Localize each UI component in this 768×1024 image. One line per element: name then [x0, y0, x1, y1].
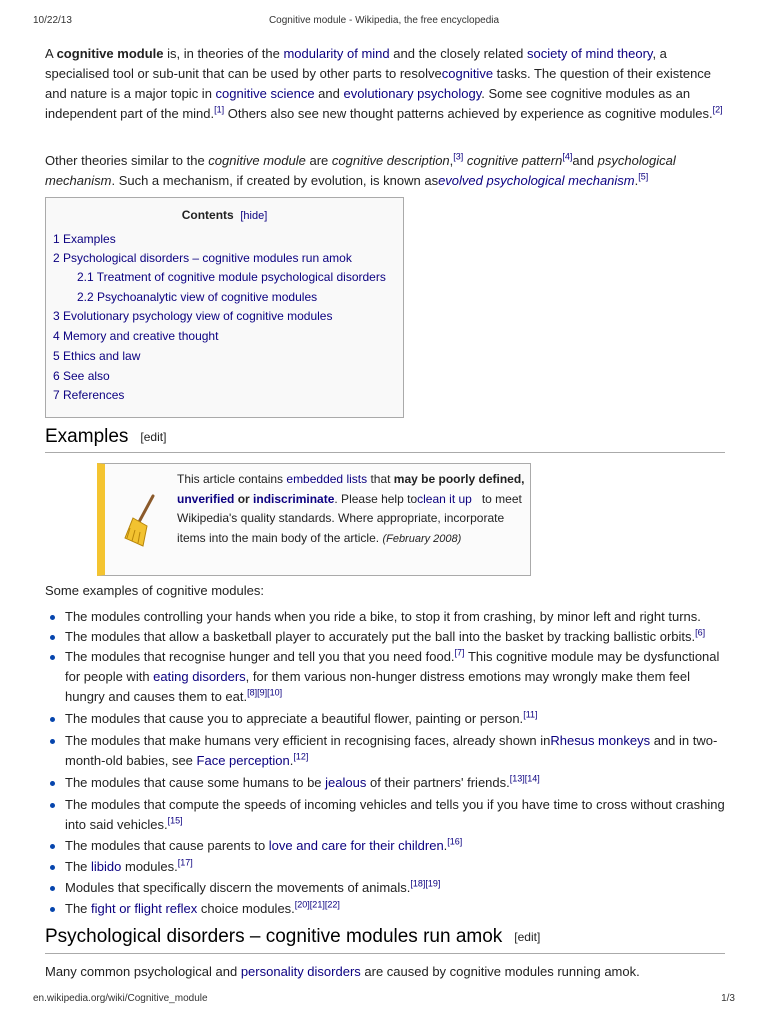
- toc-item-ethics[interactable]: 5 Ethics and law: [53, 349, 141, 363]
- ref-3[interactable]: [3]: [453, 151, 464, 162]
- list-item: [45, 857, 725, 877]
- text: . Such a mechanism, if created by evolution, is known as: [111, 173, 439, 188]
- intro-paragraph-1: [45, 44, 725, 124]
- text: , for them various non-hunger distress emotions may wrongly make them feel hungry and causes them to eat.: [65, 669, 691, 704]
- text: The modules that cause you to appreciate a beautiful flower, painting or person.: [65, 711, 524, 726]
- examples-list: [45, 607, 725, 919]
- text: of their partners' friends.: [366, 775, 510, 790]
- list-item: [45, 647, 725, 707]
- bullet: [50, 739, 55, 744]
- heading-text: Examples: [45, 426, 129, 447]
- text: . Some see cognitive modules as an independent part of the mind.: [45, 86, 691, 121]
- text: ,: [449, 153, 454, 168]
- text: tasks. The question of their existence and nature is a major topic in: [45, 66, 712, 101]
- print-title: Cognitive module - Wikipedia, the free encyclopedia: [268, 15, 500, 26]
- section-heading-disorders: [45, 926, 540, 948]
- text: and: [572, 153, 598, 168]
- text: The modules that allow a basketball player to accurately put the ball into the basket by tracking ballistic orbits.: [65, 629, 696, 644]
- link-jealous[interactable]: jealous: [325, 775, 367, 790]
- broom-icon: [123, 494, 163, 550]
- link-clean-it-up[interactable]: clean it up: [417, 491, 472, 506]
- link-personality-disorders[interactable]: personality disorders: [240, 964, 361, 979]
- text: The modules controlling your hands when you ride a bike, to stop it from crashing, by minor left and right turns.: [65, 609, 701, 624]
- text: modules.: [121, 859, 178, 874]
- text: The modules that cause some humans to be: [65, 775, 326, 790]
- heading-divider: [45, 953, 725, 954]
- print-header: [33, 15, 735, 29]
- text: Others also see new thought patterns achieved by experience as cognitive modules.: [224, 106, 713, 121]
- toc-item-references[interactable]: 7 References: [53, 388, 125, 402]
- notice-text: [177, 470, 529, 549]
- toc-item-examples[interactable]: 1 Examples: [53, 232, 116, 246]
- text: .: [634, 173, 639, 188]
- toc-item-psychoanalytic[interactable]: 2.2 Psychoanalytic view of cognitive modules: [77, 290, 318, 304]
- italic-term: cognitive module: [208, 153, 306, 168]
- link-unverified[interactable]: unverified: [177, 491, 235, 506]
- cleanup-notice: [97, 463, 531, 576]
- bold-text: may be poorly defined,: [393, 472, 525, 486]
- text: .: [289, 753, 294, 768]
- text: are: [305, 153, 332, 168]
- text: The: [65, 901, 92, 916]
- ref-8-10[interactable]: [8][9][10]: [247, 687, 283, 698]
- toc-item-memory[interactable]: 4 Memory and creative thought: [53, 329, 219, 343]
- text: to meet Wikipedia's quality standards. Where appropriate, incorporate items into the main body of the article.: [177, 491, 526, 545]
- text: This cognitive module may be dysfunctional for people with: [65, 649, 720, 684]
- text: The modules that cause parents to: [65, 838, 269, 853]
- link-libido[interactable]: libido: [91, 859, 122, 874]
- text: is, in theories of the: [163, 46, 284, 61]
- text: .: [443, 838, 448, 853]
- text: The: [65, 859, 92, 874]
- toc-item-disorders[interactable]: 2 Psychological disorders – cognitive modules run amok: [53, 251, 352, 265]
- bullet: [50, 781, 55, 786]
- ref-15[interactable]: [15]: [167, 815, 183, 826]
- ref-7[interactable]: [7]: [454, 647, 465, 658]
- print-url: en.wikipedia.org/wiki/Cognitive_module: [33, 993, 208, 1004]
- link-face-perception[interactable]: Face perception: [196, 753, 290, 768]
- bullet: [50, 886, 55, 891]
- text: The modules that compute the speeds of incoming vehicles and tells you if you have time to cross without crashing into said vehicles.: [65, 797, 725, 832]
- ref-4[interactable]: [4]: [562, 151, 573, 162]
- text: and the closely related: [389, 46, 527, 61]
- link-love-and-care[interactable]: love and care for their children: [268, 838, 444, 853]
- text: choice modules.: [197, 901, 295, 916]
- text: Modules that specifically discern the movements of animals.: [65, 880, 411, 895]
- list-item: [45, 709, 725, 729]
- text: A: [45, 46, 57, 61]
- examples-intro-text: Some examples of cognitive modules:: [45, 583, 264, 598]
- link-society-of-mind[interactable]: society of mind theory: [526, 46, 653, 61]
- edit-link-disorders[interactable]: [edit]: [514, 929, 541, 944]
- ref-17[interactable]: [17]: [177, 857, 193, 868]
- edit-link-examples[interactable]: [edit]: [140, 429, 167, 444]
- link-cognitive-science[interactable]: cognitive science: [215, 86, 315, 101]
- list-item: [45, 878, 725, 898]
- text: The modules that make humans very efficient in recognising faces, already shown in: [65, 733, 551, 748]
- ref-5[interactable]: [5]: [638, 171, 649, 182]
- text: . Please help to: [334, 491, 418, 506]
- text: This article contains: [177, 472, 287, 486]
- ref-16[interactable]: [16]: [447, 836, 463, 847]
- ref-18-19[interactable]: [18][19]: [410, 878, 441, 889]
- link-modularity-of-mind[interactable]: modularity of mind: [283, 46, 390, 61]
- text: , a specialised tool or sub-unit that can be used by other parts to resolve: [45, 46, 667, 81]
- section-heading-examples: [45, 426, 166, 448]
- bullet: [50, 907, 55, 912]
- italic-term: psychological mechanism: [45, 153, 676, 188]
- table-of-contents: [45, 197, 404, 418]
- text: that: [367, 472, 394, 486]
- bullet: [50, 717, 55, 722]
- print-footer: [33, 993, 735, 1007]
- text: Many common psychological and: [45, 964, 241, 979]
- link-evolved-psychological-mechanism[interactable]: evolved psychological mechanism: [438, 173, 635, 188]
- link-eating-disorders[interactable]: eating disorders: [153, 669, 246, 684]
- link-cognitive[interactable]: cognitive: [441, 66, 494, 81]
- print-page-number: 1/3: [721, 993, 735, 1004]
- link-embedded-lists[interactable]: embedded lists: [286, 472, 368, 486]
- text: are caused by cognitive modules running amok.: [360, 964, 640, 979]
- heading-text: Psychological disorders – cognitive modules run amok: [45, 926, 503, 947]
- bold-text: or: [234, 491, 254, 506]
- ref-12[interactable]: [12]: [293, 751, 309, 762]
- list-item: [45, 899, 725, 919]
- bullet: [50, 655, 55, 660]
- toc-item-evolutionary[interactable]: 3 Evolutionary psychology view of cognitive modules: [53, 309, 333, 323]
- examples-intro: [45, 581, 725, 601]
- list-item: [45, 731, 725, 771]
- ref-2[interactable]: [2]: [712, 104, 723, 115]
- print-date: 10/22/13: [33, 15, 72, 26]
- list-item: [45, 773, 725, 793]
- ref-20-22[interactable]: [20][21][22]: [294, 899, 340, 910]
- list-item: [45, 795, 725, 835]
- bold-term: cognitive module: [56, 46, 164, 61]
- bullet: [50, 635, 55, 640]
- list-item: [45, 607, 725, 627]
- text: and: [314, 86, 344, 101]
- text: and in two-month-old babies, see: [65, 733, 718, 768]
- ref-11[interactable]: [11]: [523, 709, 538, 720]
- ref-13-14[interactable]: [13][14]: [509, 773, 540, 784]
- italic-term: cognitive description: [331, 153, 450, 168]
- list-item: [45, 836, 725, 856]
- text: The modules that recognise hunger and tell you that you need food.: [65, 649, 455, 664]
- link-fight-or-flight[interactable]: fight or flight reflex: [91, 901, 198, 916]
- bullet: [50, 865, 55, 870]
- italic-term: cognitive pattern: [463, 153, 563, 168]
- text: Other theories similar to the: [45, 153, 209, 168]
- toc-title: Contents: [181, 208, 234, 222]
- link-evolutionary-psychology[interactable]: evolutionary psychology: [343, 86, 482, 101]
- notice-date: (February 2008): [382, 532, 462, 545]
- ref-1[interactable]: [1]: [214, 104, 225, 115]
- bullet: [50, 844, 55, 849]
- bullet: [50, 803, 55, 808]
- toc-item-see-also[interactable]: 6 See also: [53, 369, 110, 383]
- list-item: [45, 627, 725, 647]
- link-indiscriminate[interactable]: indiscriminate: [253, 491, 335, 506]
- link-rhesus-monkeys[interactable]: Rhesus monkeys: [550, 733, 651, 748]
- toc-title-row: [46, 208, 403, 222]
- toc-item-treatment[interactable]: 2.1 Treatment of cognitive module psychological disorders: [77, 270, 386, 284]
- ref-6[interactable]: [6]: [695, 627, 706, 638]
- intro-paragraph-2: [45, 151, 725, 191]
- heading-divider: [45, 452, 725, 453]
- disorders-paragraph: [45, 962, 725, 982]
- toc-hide-toggle[interactable]: [hide]: [240, 210, 268, 222]
- bullet: [50, 615, 55, 620]
